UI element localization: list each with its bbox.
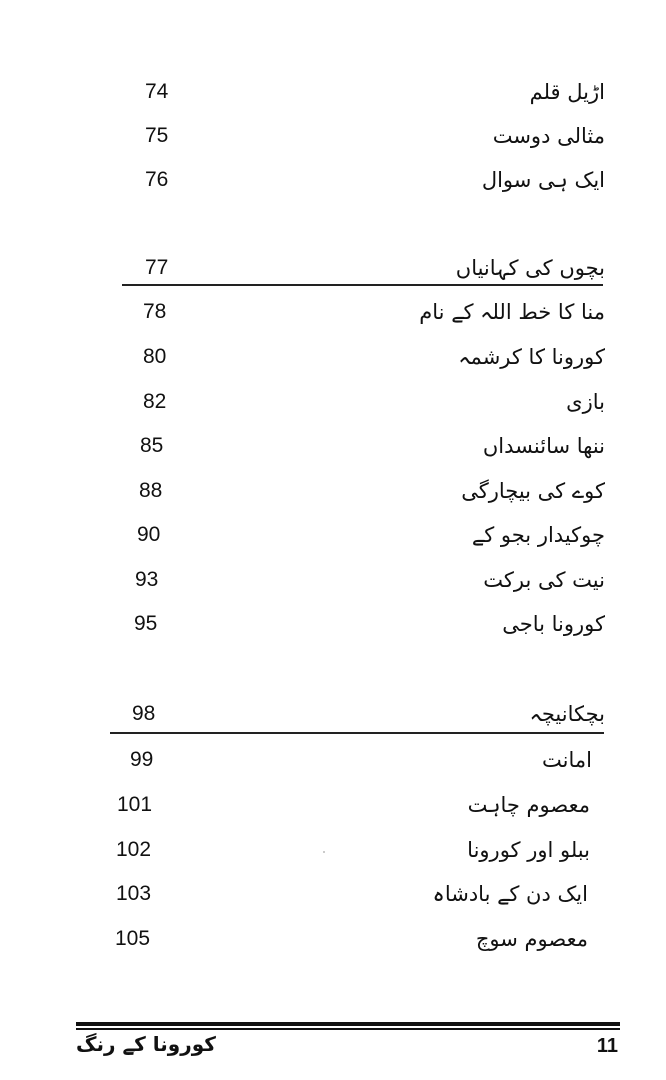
toc-entry — [139, 477, 605, 517]
toc-entry — [134, 610, 605, 650]
scan-speck — [323, 851, 325, 853]
section-divider — [122, 284, 603, 286]
toc-entry — [116, 836, 590, 876]
toc-entry-page: 90 — [137, 523, 161, 546]
toc-entry-title: معصوم سوچ — [475, 927, 588, 951]
toc-entry — [143, 298, 605, 338]
toc-entry-title: چوکیدار بجو کے — [471, 523, 605, 547]
section-heading-title: بچوں کی کہانیاں — [455, 256, 605, 280]
toc-entry — [117, 791, 590, 831]
toc-entry-page: 88 — [139, 479, 163, 502]
toc-entry-title: معصوم چاہت — [467, 793, 590, 817]
toc-entry-page: 99 — [130, 748, 154, 771]
toc-entry — [140, 432, 605, 472]
toc-entry — [115, 925, 588, 965]
toc-entry — [145, 122, 605, 162]
toc-entry — [143, 343, 605, 383]
toc-entry — [116, 880, 588, 920]
toc-entry — [137, 521, 605, 561]
section-divider — [110, 732, 604, 734]
section-heading-page: 77 — [145, 256, 169, 279]
toc-entry-title: ایک دن کے بادشاہ — [432, 882, 588, 906]
toc-entry — [135, 566, 605, 606]
toc-entry — [130, 746, 592, 786]
toc-entry-page: 102 — [116, 838, 152, 861]
footer-rule — [76, 1022, 620, 1026]
section-heading — [132, 700, 605, 740]
toc-entry-page: 103 — [116, 882, 152, 905]
toc-entry-page: 75 — [145, 124, 169, 147]
toc-entry-title: کوے کی بیچارگی — [461, 479, 605, 503]
toc-entry-page: 85 — [140, 434, 164, 457]
toc-entry-title: کورونا کا کرشمہ — [458, 345, 605, 369]
section-heading-page: 98 — [132, 702, 156, 725]
toc-entry-page: 95 — [134, 612, 158, 635]
toc-entry-page: 74 — [145, 80, 169, 103]
toc-entry-page: 93 — [135, 568, 159, 591]
toc-entry-page: 101 — [117, 793, 153, 816]
toc-entry-title: نیت کی برکت — [483, 568, 605, 592]
toc-entry-page: 78 — [143, 300, 167, 323]
section-heading — [145, 254, 605, 294]
toc-entry-title: مثالی دوست — [492, 124, 605, 148]
toc-entry-title: اڑیل قلم — [529, 80, 605, 104]
toc-entry-page: 80 — [143, 345, 167, 368]
footer-page-number: 11 — [596, 1035, 618, 1057]
toc-entry-title: بازی — [566, 390, 605, 414]
toc-entry-page: 76 — [145, 168, 169, 191]
section-heading-title: بچکانیچہ — [529, 702, 605, 726]
toc-entry-title: ببلو اور کورونا — [467, 838, 590, 862]
toc-entry — [143, 388, 605, 428]
toc-entry-title: کورونا باجی — [502, 612, 605, 636]
footer-book-title: کورونا کے رنگ — [76, 1032, 216, 1056]
toc-entry — [145, 78, 605, 118]
toc-entry-title: ننھا سائنسداں — [482, 434, 605, 458]
toc-entry-title: ایک ہی سوال — [481, 168, 605, 192]
toc-entry-page: 82 — [143, 390, 167, 413]
toc-entry-title: امانت — [542, 748, 592, 772]
toc-entry-page: 105 — [115, 927, 151, 950]
toc-entry-title: منا کا خط اللہ کے نام — [419, 300, 605, 324]
toc-entry — [145, 166, 605, 206]
